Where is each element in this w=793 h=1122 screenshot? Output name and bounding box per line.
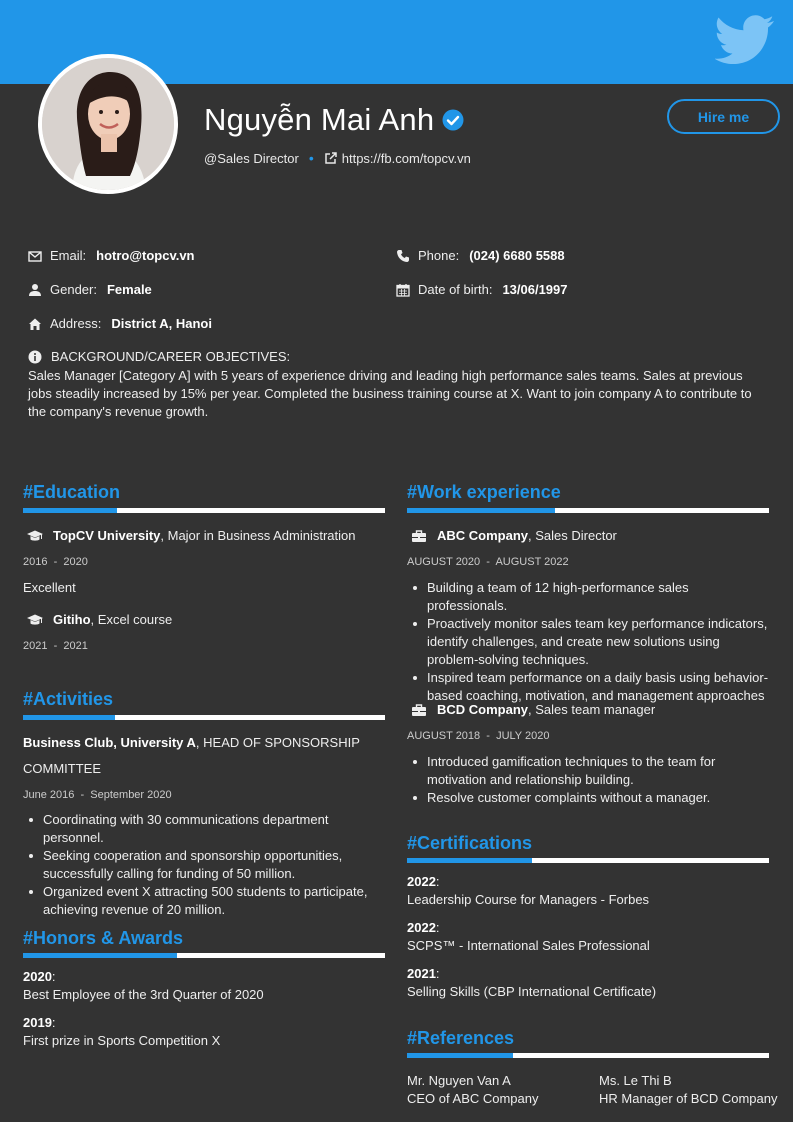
work-item-header xyxy=(411,702,655,717)
name-row xyxy=(204,102,464,138)
address-value: District A, Hanoi xyxy=(111,316,212,331)
header-subrow xyxy=(204,150,471,166)
phone-value: (024) 6680 5588 xyxy=(469,248,565,263)
phone-icon xyxy=(396,249,410,263)
education-note: Excellent xyxy=(23,580,76,595)
honor-text: First prize in Sports Competition X xyxy=(23,1033,221,1048)
dob-value: 13/06/1997 xyxy=(502,282,568,297)
school-name: Gitiho xyxy=(53,612,91,627)
list-item: Seeking cooperation and sponsorship opportunities, successfully calling for funding of 50 million. xyxy=(23,847,383,883)
profile-link[interactable]: https://fb.com/topcv.vn xyxy=(341,150,471,166)
start-date: AUGUST 2020 xyxy=(407,556,481,568)
year: 2022 xyxy=(407,920,436,935)
activity-role: , HEAD OF SPONSORSHIP xyxy=(195,735,360,750)
school-name: TopCV University xyxy=(53,528,161,543)
references-heading: #References xyxy=(407,1028,515,1048)
activities-heading: #Activities xyxy=(23,689,114,709)
honor-year: 2019: xyxy=(23,1015,56,1030)
education-divider xyxy=(23,508,385,513)
end-date: AUGUST 2022 xyxy=(495,556,569,568)
cert-year: 2022: xyxy=(407,874,440,889)
info-icon xyxy=(28,350,42,364)
candidate-name: Nguyễn Mai Anh xyxy=(204,102,435,137)
graduation-cap-icon xyxy=(27,529,43,543)
cert-year: 2022: xyxy=(407,920,440,935)
envelope-icon xyxy=(28,249,42,263)
education-detail: , Major in Business Administration xyxy=(160,528,356,543)
education-detail: , Excel course xyxy=(90,612,173,627)
work-bullets xyxy=(407,579,769,705)
start-date: AUGUST 2018 xyxy=(407,730,481,742)
email-row xyxy=(28,248,195,263)
email-label: Email: xyxy=(50,248,87,263)
honors-divider xyxy=(23,953,385,958)
list-item: Proactively monitor sales team key performance indicators, identify challenges, and create new solutions using problem-solving techniques. xyxy=(407,615,769,669)
start-date: 2021 xyxy=(23,640,48,652)
activity-dates: June 2016 - September 2020 xyxy=(23,789,172,801)
briefcase-icon xyxy=(411,703,427,717)
work-position: , Sales team manager xyxy=(528,702,656,717)
verified-icon xyxy=(442,109,464,131)
work-divider xyxy=(407,508,769,513)
year: 2020 xyxy=(23,969,52,984)
reference-role: HR Manager of BCD Company xyxy=(599,1091,778,1106)
honor-year: 2020: xyxy=(23,969,56,984)
education-item xyxy=(27,612,172,627)
end-date: JULY 2020 xyxy=(496,730,550,742)
graduation-cap-icon xyxy=(27,613,43,627)
user-icon xyxy=(28,283,42,297)
start-date: 2016 xyxy=(23,556,48,568)
reference-role: CEO of ABC Company xyxy=(407,1091,539,1106)
avatar xyxy=(38,54,178,194)
activity-org: Business Club, University A xyxy=(23,735,196,750)
work-dates: AUGUST 2018 - JULY 2020 xyxy=(407,730,550,742)
education-heading: #Education xyxy=(23,482,121,502)
cert-year: 2021: xyxy=(407,966,440,981)
list-item: Coordinating with 30 communications department personnel. xyxy=(23,811,383,847)
honor-text: Best Employee of the 3rd Quarter of 2020 xyxy=(23,987,264,1002)
end-date: 2020 xyxy=(63,556,88,568)
activity-org-line xyxy=(23,735,360,750)
education-dates: 2016 - 2020 xyxy=(23,556,88,568)
company-name: BCD Company xyxy=(437,702,529,717)
education-dates: 2021 - 2021 xyxy=(23,640,88,652)
list-item: Inspired team performance on a daily basis using behavior-based coaching, motivation, and management approaches xyxy=(407,669,769,705)
activities-divider xyxy=(23,715,385,720)
gender-row xyxy=(28,282,152,297)
year: 2019 xyxy=(23,1015,52,1030)
separator-dot: • xyxy=(308,150,314,166)
list-item: Building a team of 12 high-performance sales professionals. xyxy=(407,579,769,615)
work-dates: AUGUST 2020 - AUGUST 2022 xyxy=(407,556,569,568)
objective-heading xyxy=(28,349,290,364)
end-date: 2021 xyxy=(63,640,88,652)
phone-row xyxy=(396,248,565,263)
activity-bullets xyxy=(23,811,383,919)
honors-heading: #Honors & Awards xyxy=(23,928,184,948)
work-item-header xyxy=(411,528,617,543)
briefcase-icon xyxy=(411,529,427,543)
certifications-heading: #Certifications xyxy=(407,833,533,853)
year: 2022 xyxy=(407,874,436,889)
education-item xyxy=(27,528,355,543)
job-title: @Sales Director xyxy=(204,150,299,166)
address-row xyxy=(28,316,212,331)
address-label: Address: xyxy=(50,316,102,331)
home-icon xyxy=(28,317,42,331)
external-link-icon xyxy=(324,151,338,165)
activity-role-cont: COMMITTEE xyxy=(23,761,101,776)
references-divider xyxy=(407,1053,769,1058)
work-position: , Sales Director xyxy=(528,528,617,543)
cert-text: Leadership Course for Managers - Forbes xyxy=(407,892,650,907)
year: 2021 xyxy=(407,966,436,981)
phone-label: Phone: xyxy=(418,248,460,263)
cert-text: SCPS™ - International Sales Professional xyxy=(407,938,650,953)
work-heading: #Work experience xyxy=(407,482,561,502)
reference-name: Mr. Nguyen Van A xyxy=(407,1073,511,1088)
list-item: Resolve customer complaints without a manager. xyxy=(407,789,769,807)
calendar-icon xyxy=(396,283,410,297)
dob-label: Date of birth: xyxy=(418,282,493,297)
company-name: ABC Company xyxy=(437,528,529,543)
list-item: Organized event X attracting 500 students to participate, achieving revenue of 20 million. xyxy=(23,883,383,919)
twitter-icon xyxy=(715,14,775,66)
email-value: hotro@topcv.vn xyxy=(96,248,195,263)
objective-title: BACKGROUND/CAREER OBJECTIVES: xyxy=(51,349,291,364)
reference-name: Ms. Le Thi B xyxy=(599,1073,672,1088)
cert-text: Selling Skills (CBP International Certificate) xyxy=(407,984,657,999)
hire-me-button[interactable]: Hire me xyxy=(667,99,780,134)
start-date: June 2016 xyxy=(23,789,75,801)
list-item: Introduced gamification techniques to the team for motivation and relationship building. xyxy=(407,753,769,789)
end-date: September 2020 xyxy=(90,789,172,801)
certifications-divider xyxy=(407,858,769,863)
dob-row xyxy=(396,282,568,297)
gender-value: Female xyxy=(106,282,152,297)
work-bullets xyxy=(407,753,769,807)
gender-label: Gender: xyxy=(50,282,97,297)
objective-text: Sales Manager [Category A] with 5 years of experience driving and leading high performance sales teams. Sales at previous jobs steadily increased by 15% per year. Completed the business training course at X. Want to join company A to contribute to the company's revenue growth. xyxy=(28,368,752,419)
